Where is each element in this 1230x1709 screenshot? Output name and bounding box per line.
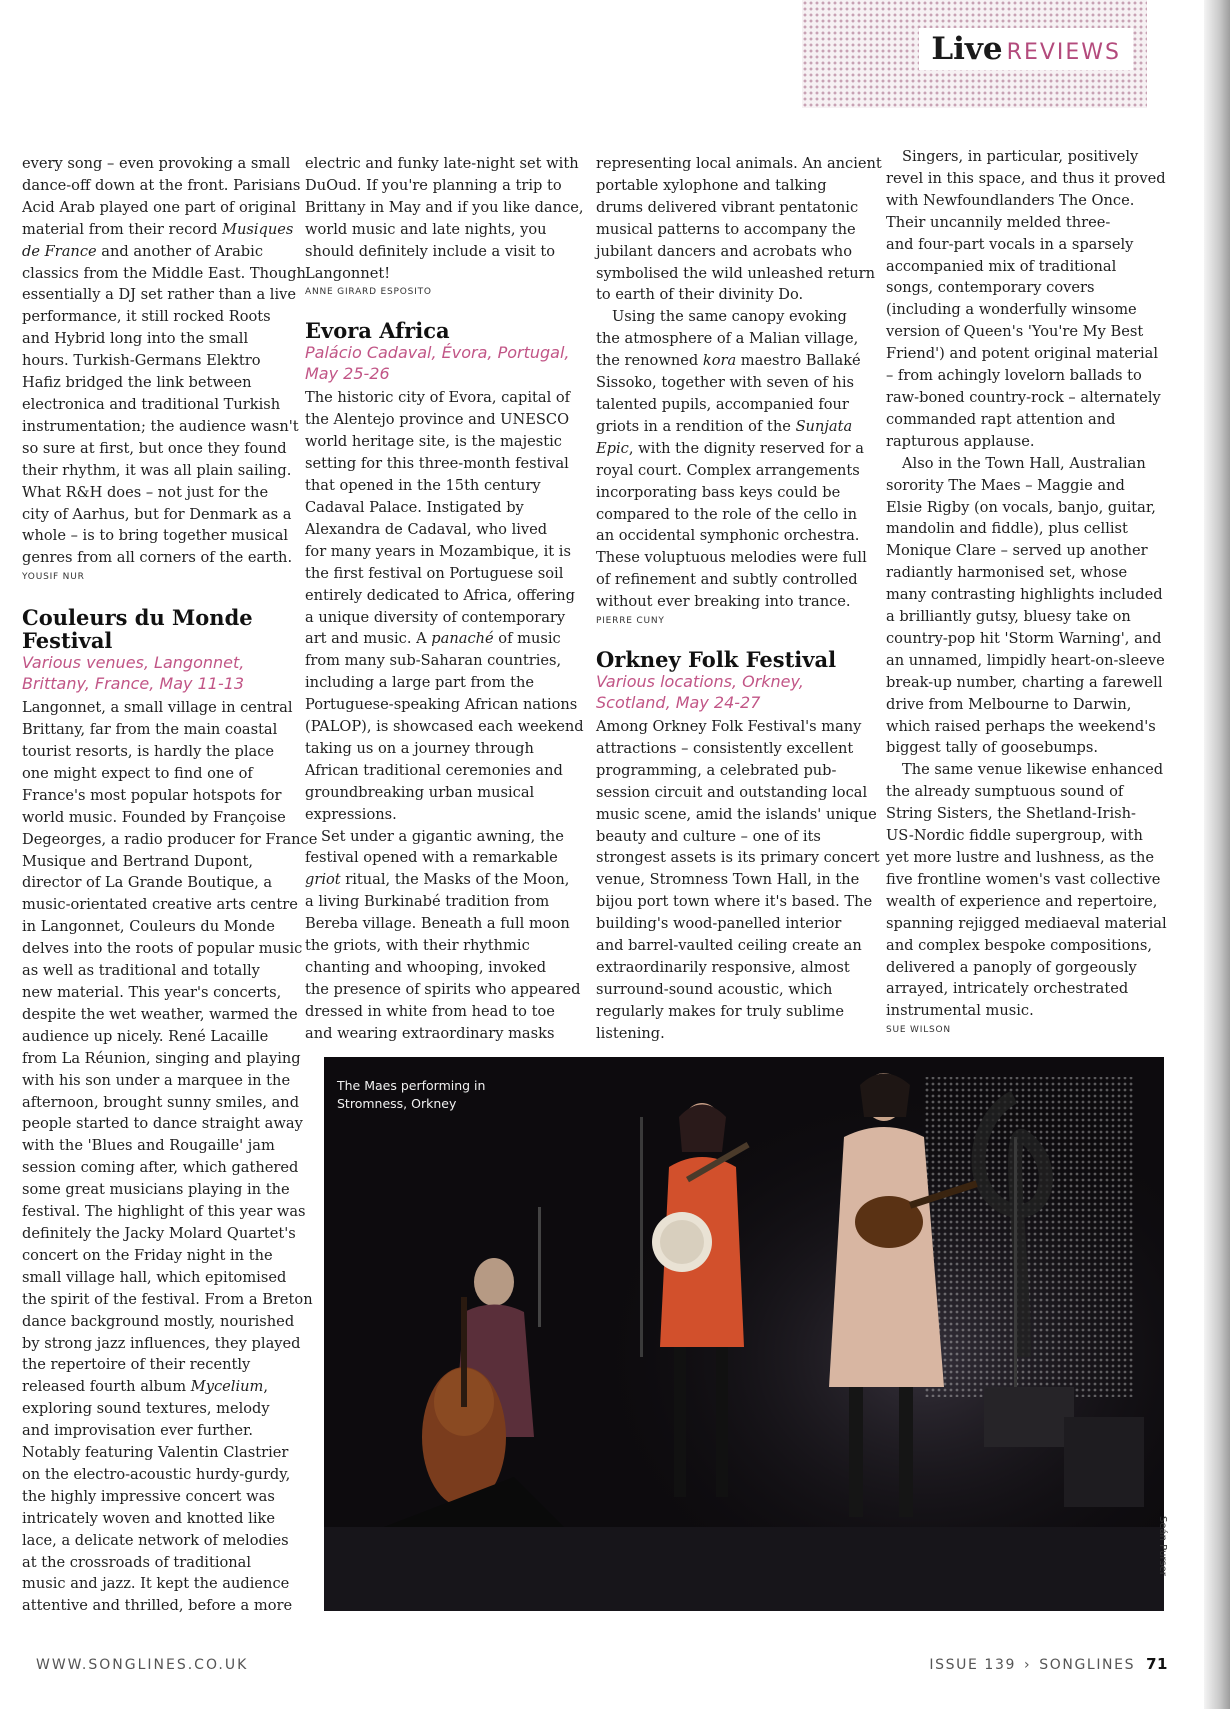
text-line: music-orientated creative arts centre bbox=[22, 896, 298, 914]
text-line: one might expect to find one of bbox=[22, 764, 253, 782]
footer-website-link[interactable]: WWW.SONGLINES.CO.UK bbox=[36, 1657, 249, 1673]
text-line: world music. Founded by Françoise bbox=[22, 808, 286, 826]
text-line: that opened in the 15th century bbox=[305, 477, 541, 495]
text-line: Using the same canopy evoking bbox=[612, 308, 847, 326]
text-line: Langonnet, a small village in central bbox=[22, 699, 293, 717]
text-line: including a large part from the bbox=[305, 674, 535, 692]
text-line: de France and another of Arabic bbox=[22, 242, 263, 260]
text-line: the spirit of the festival. From a Breton bbox=[22, 1290, 313, 1308]
text-line: jubilant dancers and acrobats who bbox=[596, 242, 852, 260]
text-line: whole – is to bring together musical bbox=[22, 527, 289, 545]
text-line: Notably featuring Valentin Clastrier bbox=[22, 1444, 289, 1462]
text-line: with the 'Blues and Rougaille' jam bbox=[22, 1137, 275, 1155]
text-line: by strong jazz influences, they played bbox=[22, 1334, 301, 1352]
text-line: with Newfoundlanders The Once. bbox=[886, 191, 1135, 209]
text-line: The same venue likewise enhanced bbox=[902, 761, 1164, 779]
text-line: incorporating bass keys could be bbox=[596, 483, 841, 501]
text-line: regularly makes for truly sublime bbox=[596, 1002, 845, 1020]
text-line: the presence of spirits who appeared bbox=[305, 980, 581, 998]
text-line: programming, a celebrated pub- bbox=[596, 761, 837, 779]
footer-magazine-name: SONGLINES bbox=[1039, 1657, 1136, 1673]
text-line: every song – even provoking a small bbox=[22, 155, 291, 172]
text-line: Elsie Rigby (on vocals, banjo, guitar, bbox=[886, 498, 1156, 516]
text-line: and barrel-vaulted ceiling create an bbox=[596, 937, 862, 955]
text-line: world heritage site, is the majestic bbox=[305, 433, 562, 451]
text-line: Langonnet! bbox=[305, 264, 391, 282]
text-line: intricately woven and knotted like bbox=[22, 1509, 275, 1527]
text-line: and four-part vocals in a sparsely bbox=[886, 235, 1134, 253]
text-line: country-pop hit 'Storm Warning', and bbox=[886, 629, 1162, 647]
text-line: of refinement and subtly controlled bbox=[596, 571, 858, 589]
text-line: hours. Turkish-Germans Elektro bbox=[22, 352, 261, 370]
text-line: building's wood-panelled interior bbox=[596, 915, 842, 933]
page-number: 71 bbox=[1146, 1655, 1168, 1673]
evora-paragraph-1 bbox=[305, 387, 584, 825]
text-line: on the electro-acoustic hurdy-gurdy, bbox=[22, 1465, 291, 1483]
page-binding-edge bbox=[1204, 0, 1230, 1709]
text-line: entirely dedicated to Africa, offering bbox=[305, 586, 576, 604]
text-line: the first festival on Portuguese soil bbox=[305, 564, 564, 582]
text-line: These voluptuous melodies were full bbox=[596, 549, 867, 567]
text-line: from La Réunion, singing and playing bbox=[22, 1049, 301, 1067]
text-line: concert on the Friday night in the bbox=[22, 1246, 273, 1264]
text-line: director of La Grande Boutique, a bbox=[22, 874, 273, 892]
text-line: and wearing extraordinary masks bbox=[305, 1024, 555, 1042]
text-line: to earth of their divinity Do. bbox=[596, 286, 804, 304]
text-line: strongest assets is its primary concert bbox=[596, 849, 880, 867]
header-live-word: Live bbox=[931, 31, 1003, 67]
section-header-badge bbox=[802, 0, 1147, 108]
text-line: without ever breaking into trance. bbox=[596, 593, 851, 611]
text-line: the atmosphere of a Malian village, bbox=[596, 330, 859, 348]
heading-orkney-folk-festival: Orkney Folk Festival bbox=[596, 647, 837, 673]
text-line: Epic, with the dignity reserved for a bbox=[596, 439, 864, 457]
text-line: France's most popular hotspots for bbox=[22, 786, 282, 804]
text-line: – from achingly lovelorn ballads to bbox=[886, 367, 1142, 385]
text-line: royal court. Complex arrangements bbox=[596, 461, 860, 479]
text-line: small village hall, which epitomised bbox=[22, 1268, 287, 1286]
text-line: some great musicians playing in the bbox=[22, 1181, 290, 1199]
text-line: attentive and thrilled, before a more bbox=[22, 1597, 293, 1615]
text-line: art and music. A panaché of music bbox=[305, 630, 561, 648]
text-line: songs, contemporary covers bbox=[886, 279, 1095, 297]
text-line: symbolised the wild unleashed return bbox=[596, 264, 876, 282]
text-line: representing local animals. An ancient bbox=[596, 155, 882, 172]
text-line: an unnamed, limpidly heart-on-sleeve bbox=[886, 651, 1165, 669]
heading-evora-africa: Evora Africa bbox=[305, 318, 450, 344]
text-line: arrayed, intricately orchestrated bbox=[886, 980, 1129, 998]
text-line: genres from all corners of the earth. bbox=[22, 549, 293, 567]
text-line: drums delivered vibrant pentatonic bbox=[596, 198, 859, 216]
text-line: Bereba village. Beneath a full moon bbox=[305, 915, 570, 933]
text-line: bijou port town where it's based. The bbox=[596, 893, 873, 911]
text-line: (PALOP), is showcased each weekend bbox=[305, 718, 584, 736]
text-line: compared to the role of the cello in bbox=[596, 505, 857, 523]
section-header-label bbox=[919, 28, 1133, 70]
text-line: String Sisters, the Shetland-Irish- bbox=[886, 805, 1136, 823]
text-line: despite the wet weather, warmed the bbox=[22, 1005, 298, 1023]
text-line: the griots, with their rhythmic bbox=[305, 937, 530, 955]
heading-couleurs-du-monde: Couleurs du Monde Festival bbox=[22, 605, 253, 654]
text-line: Cadaval Palace. Instigated by bbox=[305, 498, 524, 516]
text-line: surround-sound acoustic, which bbox=[596, 980, 833, 998]
text-line: the Alentejo province and UNESCO bbox=[305, 411, 570, 429]
text-line: classics from the Middle East. Though bbox=[22, 264, 306, 282]
text-line: venue, Stromness Town Hall, in the bbox=[596, 871, 860, 889]
orkney-paragraph-3 bbox=[886, 453, 1165, 760]
text-line: break-up number, charting a farewell bbox=[886, 673, 1163, 691]
text-line: music and jazz. It kept the audience bbox=[22, 1575, 290, 1593]
text-line: listening. bbox=[596, 1024, 665, 1042]
text-line: festival. The highlight of this year was bbox=[22, 1203, 306, 1221]
text-line: dance background mostly, nourished bbox=[22, 1312, 295, 1330]
byline-sue-wilson: SUE WILSON bbox=[886, 1025, 951, 1036]
couleurs-continued-text bbox=[305, 153, 584, 284]
text-line: afternoon, brought sunny smiles, and bbox=[22, 1093, 300, 1111]
text-line: talented pupils, accompanied four bbox=[596, 395, 849, 413]
text-line: dressed in white from head to toe bbox=[305, 1002, 555, 1020]
text-line: which raised perhaps the weekend's bbox=[886, 717, 1156, 735]
text-line: DuOud. If you're planning a trip to bbox=[305, 176, 562, 194]
text-line: Degeorges, a radio producer for France bbox=[22, 830, 318, 848]
text-line: What R&H does – not just for the bbox=[22, 483, 269, 501]
text-line: Their uncannily melded three- bbox=[886, 213, 1111, 231]
text-line: festival opened with a remarkable bbox=[305, 849, 558, 867]
byline-yousif-nur: YOUSIF NUR bbox=[22, 572, 85, 583]
text-line: instrumental music. bbox=[886, 1002, 1034, 1020]
text-line: commanded rapt attention and bbox=[886, 410, 1116, 428]
text-line: expressions. bbox=[305, 805, 397, 823]
text-line: delivered a panoply of gorgeously bbox=[886, 958, 1137, 976]
text-line: griot ritual, the Masks of the Moon, bbox=[305, 871, 570, 889]
text-line: Musique and Bertrand Dupont, bbox=[22, 852, 253, 870]
text-line: new material. This year's concerts, bbox=[22, 984, 282, 1001]
text-line: US-Nordic fiddle supergroup, with bbox=[886, 827, 1143, 845]
text-line: essentially a DJ set rather than a live bbox=[22, 286, 297, 304]
text-line: Sissoko, together with seven of his bbox=[596, 374, 854, 392]
text-line: the already sumptuous sound of bbox=[886, 783, 1124, 801]
text-line: audience up nicely. René Lacaille bbox=[22, 1027, 269, 1045]
text-line: Among Orkney Folk Festival's many bbox=[596, 718, 862, 736]
text-line: biggest tally of goosebumps. bbox=[886, 739, 1099, 757]
text-line: sorority The Maes – Maggie and bbox=[886, 476, 1125, 494]
text-line: from many sub-Saharan countries, bbox=[305, 652, 562, 670]
text-line: setting for this three-month festival bbox=[305, 455, 569, 473]
text-line: and complex bespoke compositions, bbox=[886, 936, 1153, 954]
evora-paragraph-2 bbox=[305, 826, 581, 1045]
text-line: electronica and traditional Turkish bbox=[22, 395, 281, 413]
footer-separator-icon: › bbox=[1024, 1657, 1032, 1673]
text-line: musical patterns to accompany the bbox=[596, 220, 856, 238]
text-line: dance-off down at the front. Parisians bbox=[22, 176, 301, 194]
text-line: so sure at first, but once they found bbox=[22, 439, 287, 457]
text-line: definitely the Jacky Molard Quartet's bbox=[22, 1224, 296, 1242]
text-line: Acid Arab played one part of original bbox=[22, 198, 297, 216]
text-line: session circuit and outstanding local bbox=[596, 783, 868, 801]
photo-credit: Seán Purser bbox=[1157, 1516, 1168, 1576]
text-line: with his son under a marquee in the bbox=[22, 1071, 291, 1089]
text-line: Portuguese-speaking African nations bbox=[305, 696, 578, 714]
column-3 bbox=[596, 153, 882, 1045]
photo-caption: The Maes performing in Stromness, Orkney bbox=[337, 1078, 486, 1111]
text-line: a living Burkinabé tradition from bbox=[305, 893, 550, 911]
evora-paragraph-3 bbox=[596, 153, 882, 306]
text-line: version of Queen's 'You're My Best bbox=[886, 323, 1144, 341]
text-line: at the crossroads of traditional bbox=[22, 1553, 252, 1571]
evora-paragraph-4 bbox=[596, 306, 871, 613]
text-line: material from their record Musiques bbox=[22, 220, 294, 238]
text-line: an occidental symphonic orchestra. bbox=[596, 527, 860, 545]
orkney-paragraph-4 bbox=[886, 759, 1167, 1022]
column-2 bbox=[305, 153, 584, 1045]
byline-pierre-cuny: PIERRE CUNY bbox=[596, 616, 665, 627]
venue-couleurs-du-monde: Various venues, Langonnet, Brittany, France, May 11-13 bbox=[22, 653, 245, 694]
venue-evora-africa: Palácio Cadaval, Évora, Portugal, May 25-26 bbox=[305, 343, 570, 384]
couleurs-body-text bbox=[22, 697, 318, 1617]
orkney-paragraph-2 bbox=[886, 146, 1166, 453]
header-reviews-word: REVIEWS bbox=[1006, 40, 1121, 65]
text-line: Brittany in May and if you like dance, bbox=[305, 198, 584, 216]
text-line: chanting and whooping, invoked bbox=[305, 959, 547, 976]
text-line: a brilliantly gutsy, bluesy take on bbox=[886, 608, 1131, 626]
text-line: accompanied mix of traditional bbox=[886, 257, 1117, 275]
text-line: released fourth album Mycelium, bbox=[22, 1378, 268, 1396]
column-1 bbox=[22, 153, 318, 1617]
text-line: world music and late nights, you bbox=[305, 220, 547, 238]
text-line: tourist resorts, is hardly the place bbox=[22, 743, 275, 761]
text-line: radiantly harmonised set, whose bbox=[886, 564, 1128, 582]
text-line: instrumentation; the audience wasn't bbox=[22, 417, 299, 435]
concert-photo bbox=[324, 1057, 1164, 1611]
text-line: the highly impressive concert was bbox=[22, 1487, 275, 1505]
concert-photo-illustration bbox=[324, 1057, 1164, 1611]
text-line: spanning rejigged mediaeval material bbox=[886, 914, 1167, 932]
text-line: beauty and culture – one of its bbox=[596, 827, 821, 845]
footer-issue: ISSUE 139 bbox=[929, 1657, 1016, 1673]
text-line: Also in the Town Hall, Australian bbox=[902, 454, 1146, 472]
text-line: the repertoire of their recently bbox=[22, 1356, 251, 1374]
text-line: should definitely include a visit to bbox=[305, 242, 556, 260]
text-line: lace, a delicate network of melodies bbox=[22, 1531, 289, 1549]
text-line: extraordinarily responsive, almost bbox=[596, 959, 850, 976]
text-line: people started to dance straight away bbox=[22, 1115, 303, 1133]
text-line: rapturous applause. bbox=[886, 432, 1035, 450]
text-line: African traditional ceremonies and bbox=[305, 761, 563, 779]
text-line: their rhythm, it was all plain sailing. bbox=[22, 461, 292, 479]
text-line: city of Aarhus, but for Denmark as a bbox=[22, 505, 292, 523]
acid-arab-text bbox=[22, 153, 306, 569]
text-line: portable xylophone and talking bbox=[596, 176, 827, 194]
text-line: yet more lustre and lushness, as the bbox=[886, 849, 1154, 866]
footer-issue-info bbox=[929, 1655, 1168, 1673]
text-line: for many years in Mozambique, it is bbox=[305, 542, 571, 560]
text-line: exploring sound textures, melody bbox=[22, 1400, 270, 1418]
column-4 bbox=[886, 146, 1167, 1037]
text-line: as well as traditional and totally bbox=[22, 962, 260, 980]
text-line: mandolin and fiddle), plus cellist bbox=[886, 520, 1128, 538]
text-line: Brittany, far from the main coastal bbox=[22, 721, 278, 739]
text-line: griots in a rendition of the Sunjata bbox=[596, 417, 853, 435]
text-line: performance, it still rocked Roots bbox=[22, 308, 271, 326]
text-line: electric and funky late-night set with bbox=[305, 155, 579, 172]
text-line: Hafiz bridged the link between bbox=[22, 374, 252, 392]
text-line: many contrasting highlights included bbox=[886, 586, 1163, 604]
text-line: wealth of experience and repertoire, bbox=[886, 892, 1158, 910]
text-line: Alexandra de Cadaval, who lived bbox=[305, 520, 548, 538]
text-line: raw-boned country-rock – alternately bbox=[886, 388, 1161, 406]
orkney-paragraph-1 bbox=[596, 716, 880, 1045]
text-line: and improvisation ever further. bbox=[22, 1422, 253, 1440]
text-line: the renowned kora maestro Ballaké bbox=[596, 352, 861, 370]
text-line: groundbreaking urban musical bbox=[305, 783, 535, 801]
text-line: music scene, amid the islands' unique bbox=[596, 805, 877, 823]
text-line: Monique Clare – served up another bbox=[886, 542, 1148, 560]
text-line: Singers, in particular, positively bbox=[902, 148, 1139, 165]
text-line: a unique diversity of contemporary bbox=[305, 608, 566, 626]
text-line: Set under a gigantic awning, the bbox=[321, 827, 564, 845]
text-line: Friend') and potent original material bbox=[886, 345, 1159, 363]
text-line: attractions – consistently excellent bbox=[596, 739, 854, 757]
byline-anne-girard-esposito: ANNE GIRARD ESPOSITO bbox=[305, 287, 432, 298]
text-line: revel in this space, and thus it proved bbox=[886, 169, 1166, 187]
text-line: five frontline women's vast collective bbox=[886, 870, 1161, 888]
text-line: in Langonnet, Couleurs du Monde bbox=[22, 918, 275, 936]
text-line: delves into the roots of popular music bbox=[22, 940, 303, 958]
text-line: (including a wonderfully winsome bbox=[886, 301, 1137, 319]
text-line: taking us on a journey through bbox=[305, 739, 534, 757]
venue-orkney-folk-festival: Various locations, Orkney, Scotland, May 24-27 bbox=[596, 672, 804, 713]
text-line: session coming after, which gathered bbox=[22, 1159, 299, 1177]
text-line: drive from Melbourne to Darwin, bbox=[886, 695, 1132, 713]
text-line: The historic city of Evora, capital of bbox=[305, 389, 571, 407]
text-line: and Hybrid long into the small bbox=[22, 330, 249, 348]
